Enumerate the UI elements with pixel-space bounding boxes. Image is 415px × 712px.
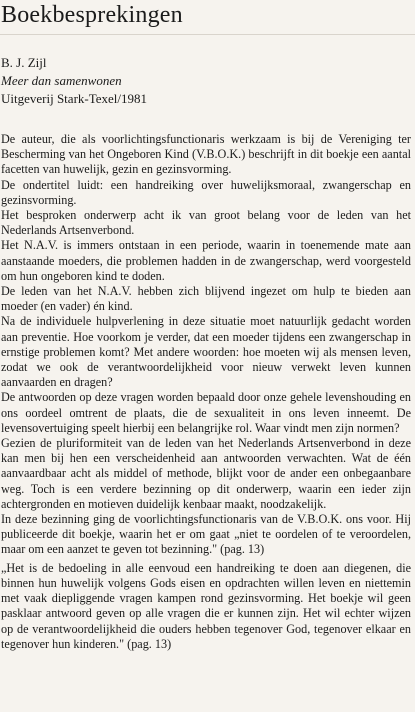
section-heading: Boekbesprekingen bbox=[1, 2, 183, 28]
paragraph: Gezien de pluriformiteit van de leden van het Nederlands Artsenverbond in deze kan men bij hen een verscheidenheid aan antwoorden verwachten. Wat de één aanvaardbaar acht als middel of methode, blijkt voor de ander een onbegaanbare weg. Toch is een verdere bezinning op dit onderwerp, waarin een ieder zijn achtergronden en motieven duidelijk kenbaar maakt, noodzakelijk. bbox=[1, 436, 411, 511]
paragraph: De auteur, die als voorlichtingsfunctionaris werkzaam is bij de Vereniging ter Bescherming van het Ongeboren Kind (V.B.O.K.) beschrijft in dit boekje een aantal facetten van huwelijk, gezin en gezinsvorming. bbox=[1, 132, 411, 177]
paragraph: De leden van het N.A.V. hebben zich blijvend ingezet om hulp te bieden aan moeder (en vader) én kind. bbox=[1, 284, 411, 314]
publisher-line: Uitgeverij Stark-Texel/1981 bbox=[1, 91, 148, 106]
book-title: Meer dan samenwonen bbox=[1, 73, 122, 88]
book-details bbox=[1, 54, 147, 108]
heading-divider bbox=[0, 34, 415, 35]
paragraph: Na de individuele hulpverlening in deze situatie moet natuurlijk gedacht worden aan preventie. Hoe voorkom je verder, dat een moeder tijdens een zwangerschap in ernstige problemen komt? Met andere woorden: hoe moeten wij als mensen leven, zodat we ook de verantwoordelijkheid voor nieuw verwekt leven kunnen aanvaarden en dragen? bbox=[1, 314, 411, 390]
reviewer-name: B. J. Zijl bbox=[1, 55, 47, 70]
paragraph: De ondertitel luidt: een handreiking over huwelijksmoraal, zwangerschap en gezinsvorming. bbox=[1, 177, 411, 207]
quote-paragraph: „Het is de bedoeling in alle eenvoud een handreiking te doen aan diegenen, die binnen hun huwelijk volgens Gods eisen en opdrachten willen leven en niettemin met vaak diepliggende vragen kampen rond gezinsvorming. Het boekje wil geen pasklaar antwoord geven op alle vragen die er kunnen zijn. Het wil echter wijzen op de verantwoordelijkheid die ouders hebben tegenover God, tegenover elkaar en tegenover hun kinderen." (pag. 13) bbox=[1, 560, 411, 651]
paragraph: In deze bezinning ging de voorlichtingsfunctionaris van de V.B.O.K. ons voor. Hij publiceerde dit boekje, waarin het er om gaat „niet te oordelen of te veroordelen, maar om een aanzet te geven tot bezinning." (pag. 13) bbox=[1, 512, 411, 557]
paragraph: Het besproken onderwerp acht ik van groot belang voor de leden van het Nederlands Artsenverbond. bbox=[1, 208, 411, 238]
paragraph: Het N.A.V. is immers ontstaan in een periode, waarin in toenemende mate aan aanstaande moeders, die problemen hadden in de zwangerschap, werd voorgesteld om hun ongeboren kind te doden. bbox=[1, 238, 411, 283]
review-body bbox=[1, 132, 411, 652]
paragraph: De antwoorden op deze vragen worden bepaald door onze gehele levenshouding en ons oordeel omtrent de plaats, die de sexualiteit in ons leven inneemt. De levensovertuiging speelt hierbij een belangrijke rol. Waar vindt men zijn normen? bbox=[1, 390, 411, 435]
